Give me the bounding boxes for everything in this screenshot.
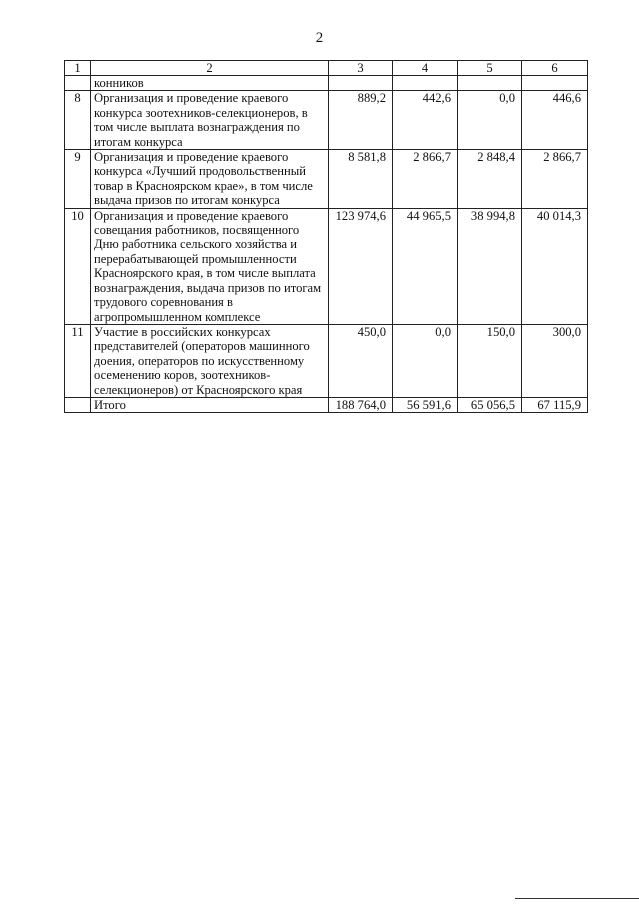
- table-row-continuation: [65, 76, 588, 91]
- header-cell: 4: [393, 61, 458, 76]
- row-number-cell: 11: [65, 324, 91, 397]
- value-cell: 446,6: [522, 91, 588, 150]
- row-number-cell: 10: [65, 208, 91, 324]
- header-cell: 1: [65, 61, 91, 76]
- value-cell: 300,0: [522, 324, 588, 397]
- row-number-cell: 9: [65, 150, 91, 209]
- total-value-cell: 65 056,5: [458, 397, 522, 412]
- table-total-row: [65, 397, 588, 412]
- continuation-text: конников: [91, 76, 329, 91]
- row-number-cell: 8: [65, 91, 91, 150]
- value-cell: [393, 76, 458, 91]
- total-value-cell: 67 115,9: [522, 397, 588, 412]
- row-number-cell: [65, 397, 91, 412]
- value-cell: 2 866,7: [522, 150, 588, 209]
- total-label: Итого: [91, 397, 329, 412]
- page-bottom-rule: [515, 898, 639, 899]
- header-cell: 5: [458, 61, 522, 76]
- value-cell: 8 581,8: [329, 150, 393, 209]
- value-cell: 150,0: [458, 324, 522, 397]
- value-cell: 0,0: [393, 324, 458, 397]
- total-value-cell: 188 764,0: [329, 397, 393, 412]
- value-cell: 442,6: [393, 91, 458, 150]
- table-row: [65, 324, 588, 397]
- value-cell: 2 866,7: [393, 150, 458, 209]
- value-cell: [329, 76, 393, 91]
- value-cell: 123 974,6: [329, 208, 393, 324]
- row-description: Организация и проведение краевого совещания работников, посвященного Дню работника сельского хозяйства и перерабатывающей промышленности Красноярского края, в том числе выплата вознаграждения, выдача призов по итогам трудового соревнования в агропромышленном комплексе: [91, 208, 329, 324]
- budget-table: [64, 60, 588, 413]
- value-cell: 2 848,4: [458, 150, 522, 209]
- row-description: Организация и проведение краевого конкурса «Лучший продовольственный товар в Красноярском крае», в том числе выдача призов по итогам конкурса: [91, 150, 329, 209]
- value-cell: 40 014,3: [522, 208, 588, 324]
- header-cell: 6: [522, 61, 588, 76]
- table-row: [65, 150, 588, 209]
- row-description: Участие в российских конкурсах представителей (операторов машинного доения, операторов по искусственному осеменению коров, зоотехников-селекционеров) от Красноярского края: [91, 324, 329, 397]
- total-value-cell: 56 591,6: [393, 397, 458, 412]
- value-cell: 450,0: [329, 324, 393, 397]
- value-cell: 44 965,5: [393, 208, 458, 324]
- page-number: 2: [315, 30, 324, 46]
- value-cell: 0,0: [458, 91, 522, 150]
- header-cell: 2: [91, 61, 329, 76]
- table-header-row: [65, 61, 588, 76]
- table-row: [65, 91, 588, 150]
- row-description: Организация и проведение краевого конкурса зоотехников-селекционеров, в том числе выплата вознаграждения по итогам конкурса: [91, 91, 329, 150]
- value-cell: 889,2: [329, 91, 393, 150]
- header-cell: 3: [329, 61, 393, 76]
- table-row: [65, 208, 588, 324]
- value-cell: [458, 76, 522, 91]
- value-cell: 38 994,8: [458, 208, 522, 324]
- row-number-cell: [65, 76, 91, 91]
- value-cell: [522, 76, 588, 91]
